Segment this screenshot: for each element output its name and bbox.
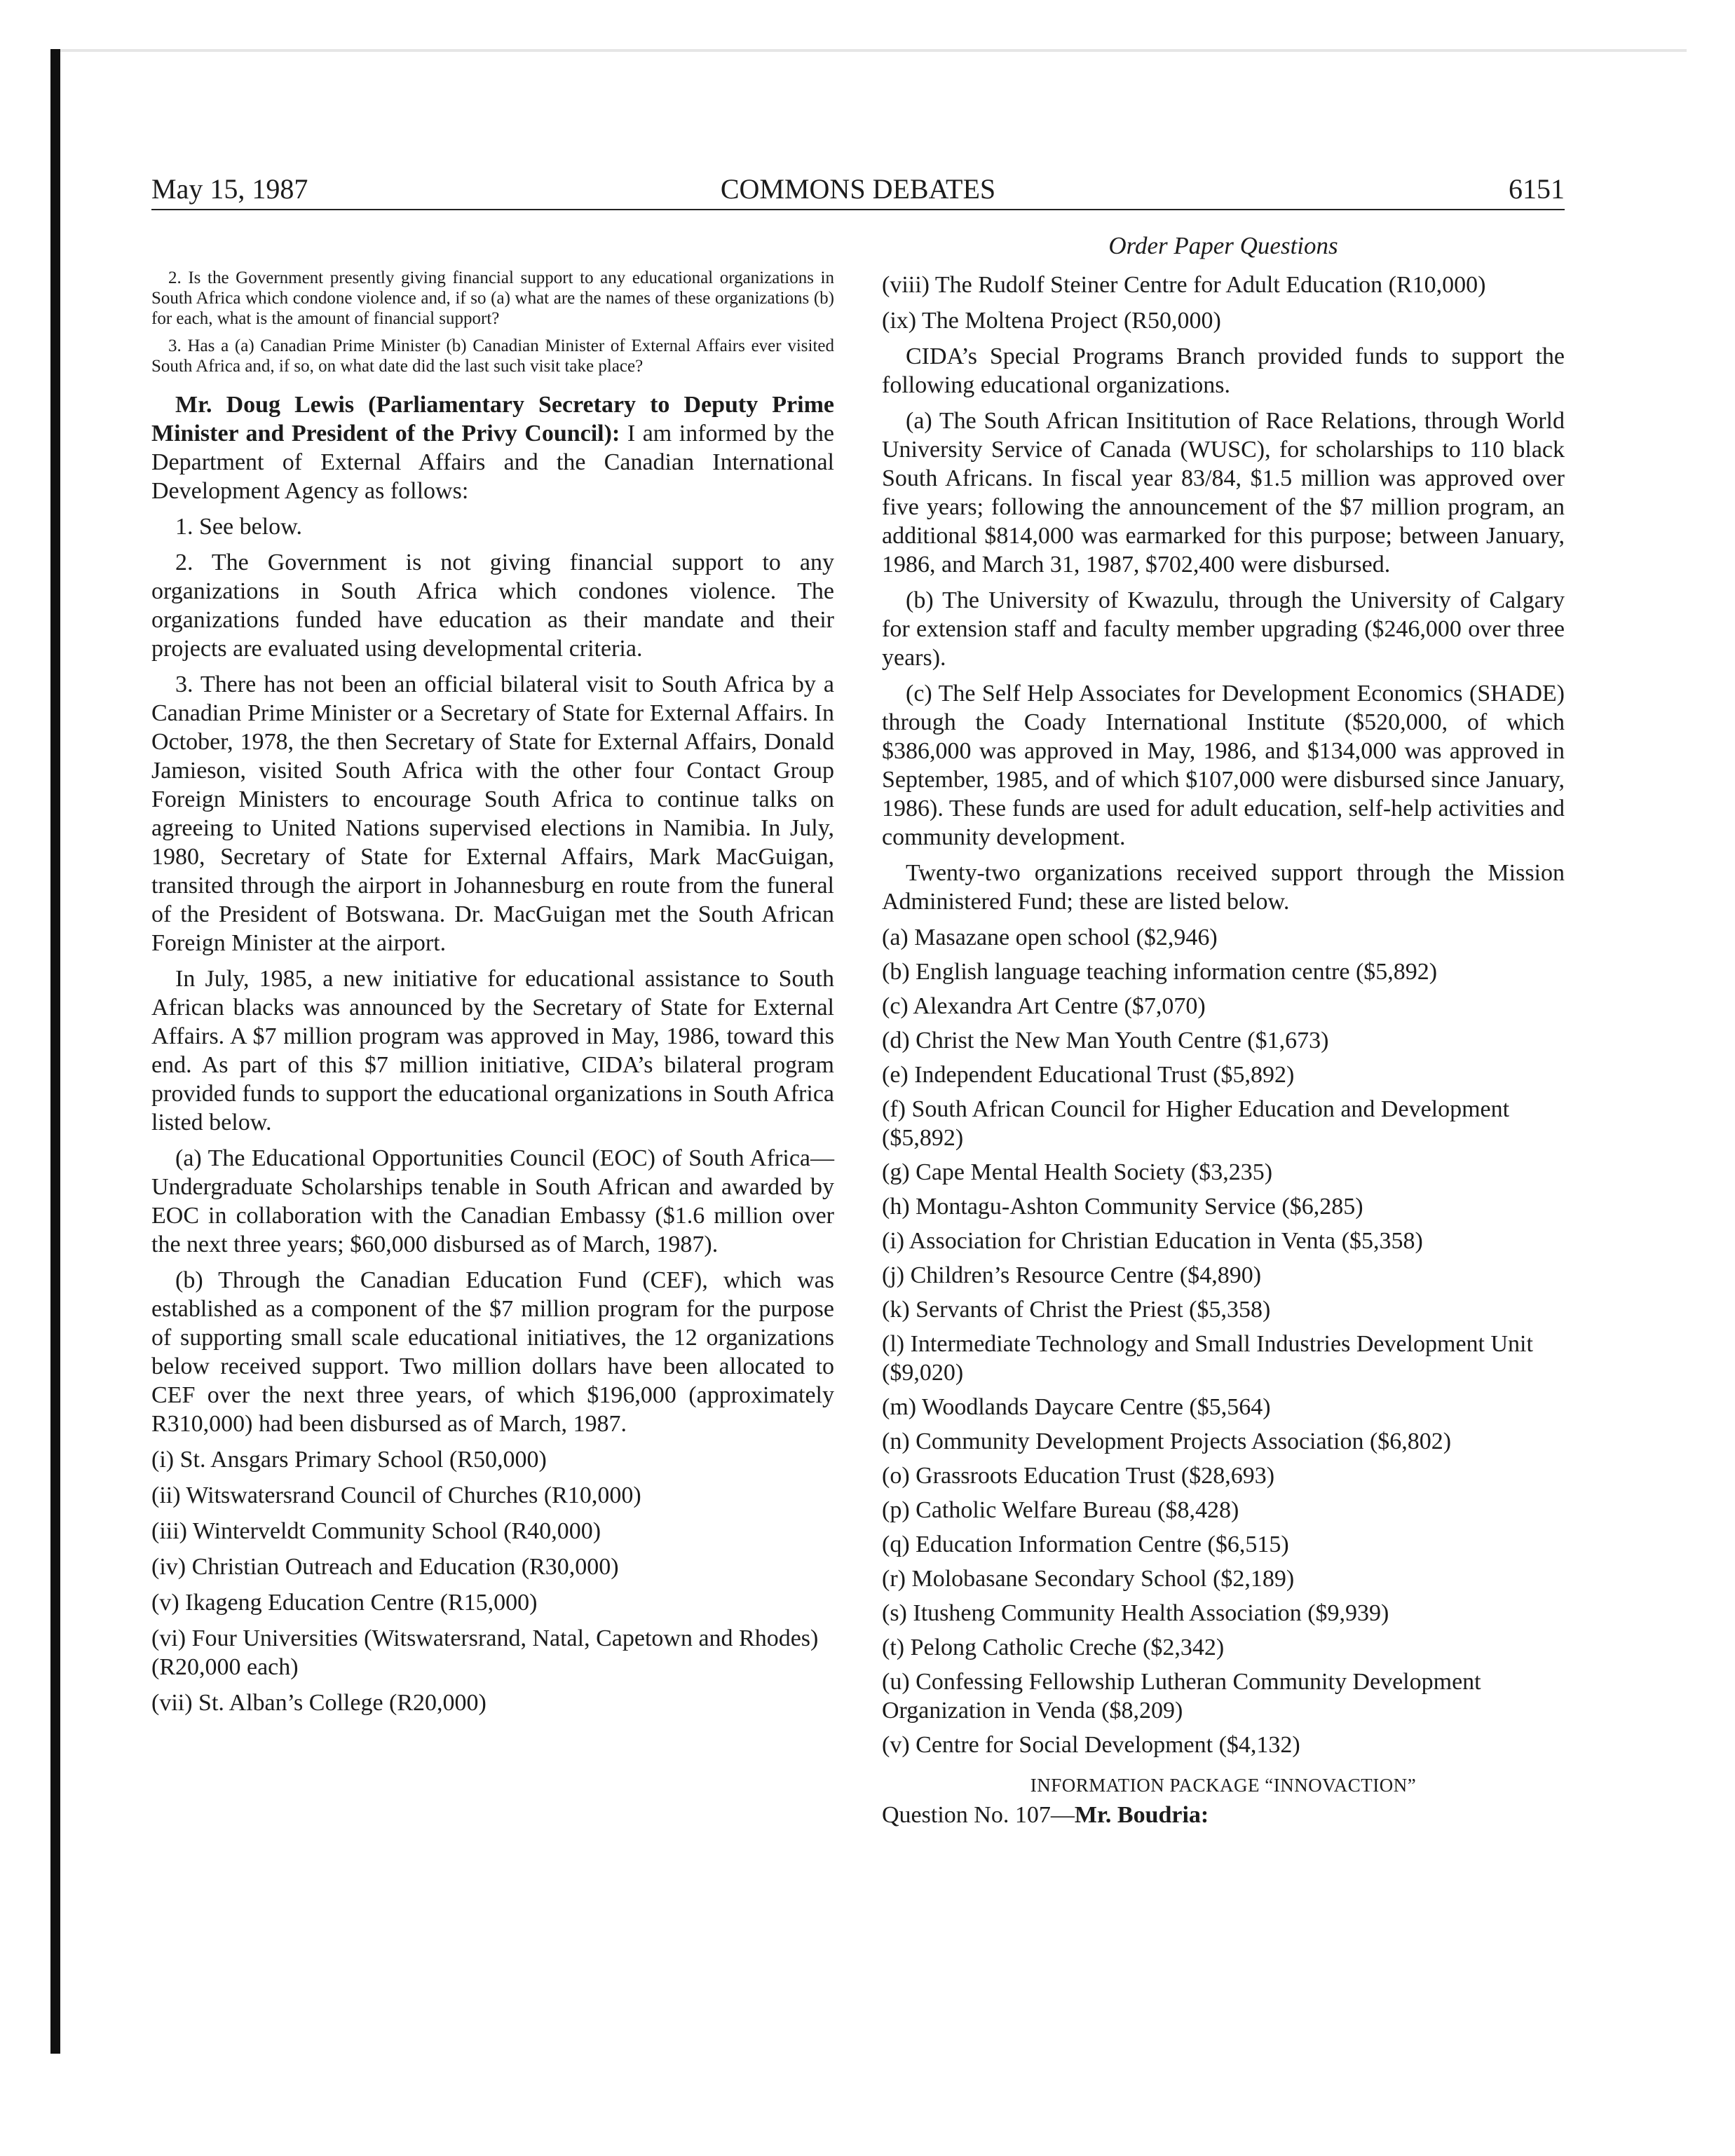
eoc-paragraph: (a) The Educational Opportunities Council (EOC) of South Africa—Undergraduate Scholarships tenable in South African and awarded by EOC in collaboration with the Canadian Embassy ($1.6 million over the next three years; $60,000 disbursed as of March, 1987). — [151, 1145, 834, 1257]
list-item: (c) Alexandra Art Centre ($7,070) — [882, 993, 1206, 1019]
question-3: 3. Has a (a) Canadian Prime Minister (b) Canadian Minister of External Affairs ever visited South Africa and, if so, on what date did the last such visit take place? — [151, 336, 834, 376]
list-item: (h) Montagu-Ashton Community Service ($6,285) — [882, 1194, 1363, 1220]
cef-paragraph: (b) Through the Canadian Education Fund (CEF), which was established as a component of the $7 million program for the purpose of supporting small scale educational initiatives, the 12 organizations below received support. Two million dollars have been allocated to CEF over the next three years, of which $196,000 (approximately R310,000) had been disbursed as of March, 1987. — [151, 1267, 834, 1437]
list-item: (ii) Witswatersrand Council of Churches (R10,000) — [151, 1482, 641, 1508]
list-item: (j) Children’s Resource Centre ($4,890) — [882, 1262, 1262, 1288]
sp-c-paragraph: (c) The Self Help Associates for Development Economics (SHADE) through the Coady International Institute ($520,000, of which $386,000 was approved in May, 1986, and $134,000 was approved in September, 1985, and of which $107,000 were disbursed since January, 1986). These funds are used for adult education, self-help activities and community development. — [882, 681, 1565, 850]
mission-intro-paragraph: Twenty-two organizations received support through the Mission Administered Fund; these are listed below. — [882, 860, 1565, 915]
list-item: (n) Community Development Projects Association ($6,802) — [882, 1428, 1452, 1454]
list-item: (viii) The Rudolf Steiner Centre for Adult Education (R10,000) — [882, 272, 1486, 298]
scan-top-edge — [60, 49, 1687, 52]
list-item: (iii) Winterveldt Community School (R40,000) — [151, 1518, 601, 1544]
list-item: (t) Pelong Catholic Creche ($2,342) — [882, 1635, 1225, 1660]
special-programs-paragraph: CIDA’s Special Programs Branch provided funds to support the following educational organizations. — [882, 343, 1565, 398]
list-item: (a) Masazane open school ($2,946) — [882, 925, 1218, 950]
sp-a-paragraph: (a) The South African Insititution of Race Relations, through World University Service of Canada (WUSC), for scholarships to 110 black South Africans. In fiscal year 83/84, $1.5 million was approved over five years; following the announcement of the $7 million program, an additional $814,000 was earmarked for this purpose; between January, 1986, and March 31, 1987, $702,400 were disbursed. — [882, 408, 1565, 578]
list-item: (r) Molobasane Secondary School ($2,189) — [882, 1566, 1295, 1592]
section-tag: Order Paper Questions — [1108, 232, 1338, 259]
list-item: (m) Woodlands Daycare Centre ($5,564) — [882, 1394, 1271, 1420]
list-item: (i) Association for Christian Education in Venta ($5,358) — [882, 1228, 1423, 1254]
header-rule — [151, 209, 1565, 210]
right-column — [882, 231, 1565, 1829]
list-item: (v) Centre for Social Development ($4,132) — [882, 1732, 1300, 1758]
question-number: Question No. 107— — [882, 1802, 1075, 1828]
list-item: (v) Ikageng Education Centre (R15,000) — [151, 1590, 538, 1616]
list-item: (vii) St. Alban’s College (R20,000) — [151, 1690, 487, 1716]
question-2: 2. Is the Government presently giving financial support to any educational organizations in South Africa which condone violence and, if so (a) what are the names of these organizations (b) for each, what is the amount of financial support? — [151, 268, 834, 328]
question-speaker: Mr. Boudria: — [1074, 1802, 1209, 1828]
list-item: (vi) Four Universities (Witswatersrand, Natal, Capetown and Rhodes) (R20,000 each) — [151, 1625, 819, 1680]
list-item: (p) Catholic Welfare Bureau ($8,428) — [882, 1497, 1239, 1523]
list-item: (d) Christ the New Man Youth Centre ($1,673) — [882, 1028, 1329, 1053]
header-page-number: 6151 — [1509, 173, 1565, 205]
left-column — [151, 231, 834, 1724]
speaker-name: Mr. Doug Lewis (Parliamentary Secretary to Deputy Prime Minister and President of the Privy Council): — [151, 392, 834, 446]
list-item: (l) Intermediate Technology and Small Industries Development Unit ($9,020) — [882, 1331, 1533, 1386]
speaker-text: I am informed by the Department of External Affairs and the Canadian International Development Agency as follows: — [151, 421, 835, 504]
header-title: COMMONS DEBATES — [720, 173, 996, 205]
speaker-paragraph — [151, 390, 834, 505]
list-item: (f) South African Council for Higher Education and Development ($5,892) — [882, 1096, 1510, 1151]
answer-3: 3. There has not been an official bilateral visit to South Africa by a Canadian Prime Minister or a Secretary of State for External Affairs. In October, 1978, the then Secretary of State for External Affairs, Donald Jamieson, visited South Africa with the other four Contact Group Foreign Ministers to encourage South Africa to continue talks on agreeing to United Nations supervised elections in Namibia. In July, 1980, Secretary of State for External Affairs, Mark MacGuigan, transited through the airport in Johannesburg en route from the funeral of the President of Botswana. Dr. MacGuigan met the South African Foreign Minister at the airport. — [151, 671, 834, 956]
list-item: (s) Itusheng Community Health Association ($9,939) — [882, 1600, 1389, 1626]
list-item: (u) Confessing Fellowship Lutheran Community Development Organization in Venda ($8,209) — [882, 1669, 1481, 1724]
list-item: (ix) The Moltena Project (R50,000) — [882, 308, 1221, 334]
initiative-paragraph: In July, 1985, a new initiative for educational assistance to South African blacks was announced by the Secretary of State for External Affairs. A $7 million program was approved in May, 1986, toward this end. As part of this $7 million initiative, CIDA’s bilateral program provided funds to support the educational organizations in South Africa listed below. — [151, 966, 834, 1135]
answer-1: 1. See below. — [175, 514, 302, 540]
list-item: (k) Servants of Christ the Priest ($5,358) — [882, 1297, 1271, 1323]
list-item: (q) Education Information Centre ($6,515) — [882, 1531, 1289, 1557]
list-item: (i) St. Ansgars Primary School (R50,000) — [151, 1447, 547, 1473]
list-item: (iv) Christian Outreach and Education (R30,000) — [151, 1554, 619, 1580]
list-item: (b) English language teaching information centre ($5,892) — [882, 959, 1438, 985]
list-item: (e) Independent Educational Trust ($5,892) — [882, 1062, 1295, 1088]
list-item: (g) Cape Mental Health Society ($3,235) — [882, 1159, 1273, 1185]
list-item: (o) Grassroots Education Trust ($28,693) — [882, 1463, 1275, 1489]
next-question — [882, 1801, 1565, 1829]
section-heading: INFORMATION PACKAGE “INNOVACTION” — [1030, 1775, 1417, 1796]
scan-edge — [50, 49, 60, 2054]
answer-2: 2. The Government is not giving financial support to any organizations in South Africa which condones violence. The organizations funded have education as their mandate and their projects are evaluated using developmental criteria. — [151, 550, 834, 662]
page-header — [151, 172, 1565, 207]
header-date: May 15, 1987 — [151, 173, 308, 205]
sp-b-paragraph: (b) The University of Kwazulu, through the University of Calgary for extension staff and faculty member upgrading ($246,000 over three years). — [882, 587, 1565, 671]
